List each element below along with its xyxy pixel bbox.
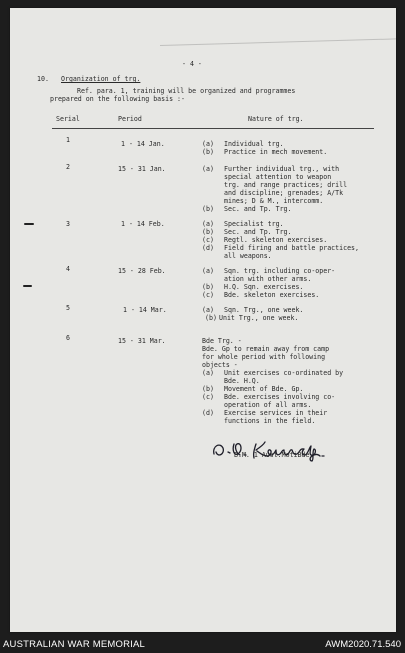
- paper-fold-line: [160, 38, 396, 46]
- row-serial: 6: [66, 334, 70, 342]
- item-tag: (b): [205, 314, 217, 322]
- signatory-title: B.M. 1 Aust.MotiBde.: [234, 451, 314, 459]
- item-tag: (a): [202, 267, 214, 275]
- item-text: H.Q. Sqn. exercises.: [224, 283, 304, 291]
- item-text: all weapons.: [224, 252, 272, 260]
- item-text: Further individual trg., with: [224, 165, 340, 173]
- row-intro: Bde Trg. -: [202, 337, 242, 345]
- row-period: 1 - 14 Mar.: [123, 306, 167, 314]
- item-text: Bde. H.Q.: [224, 377, 260, 385]
- column-header-nature: Nature of trg.: [248, 115, 304, 123]
- item-text: special attention to weapon: [224, 173, 332, 181]
- row-period: 1 - 14 Feb.: [121, 220, 165, 228]
- item-tag: (a): [202, 306, 214, 314]
- row-period: 15 - 31 Mar.: [118, 337, 166, 345]
- row-period: 15 - 28 Feb.: [118, 267, 166, 275]
- item-tag: (b): [202, 283, 214, 291]
- row-serial: 2: [66, 163, 70, 171]
- row-serial: 4: [66, 265, 70, 273]
- column-header-serial: Serial: [56, 115, 80, 123]
- item-text: Field firing and battle practices,: [224, 244, 359, 252]
- item-text: functions in the field.: [224, 417, 316, 425]
- footer-accession-number: AWM2020.71.540: [325, 639, 401, 650]
- row-serial: 1: [66, 136, 70, 144]
- item-tag: (d): [202, 244, 214, 252]
- page-number: - 4 -: [182, 60, 202, 68]
- row-intro: objects -: [202, 361, 238, 369]
- item-text: ation with other arms.: [224, 275, 312, 283]
- column-header-period: Period: [118, 115, 142, 123]
- item-text: Unit Trg., one week.: [219, 314, 299, 322]
- item-tag: (d): [202, 409, 214, 417]
- item-tag: (a): [202, 220, 214, 228]
- margin-mark: [24, 223, 34, 225]
- item-text: Sec. and Tp. Trg.: [224, 205, 292, 213]
- item-text: and discipline; grenades; A/Tk: [224, 189, 344, 197]
- item-text: Sqn. Trg., one week.: [224, 306, 304, 314]
- intro-line: prepared on the following basis :-: [50, 95, 185, 103]
- row-intro: for whole period with following: [202, 353, 326, 361]
- section-title: Organization of trg.: [61, 75, 141, 83]
- item-text: Movement of Bde. Gp.: [224, 385, 304, 393]
- item-text: Bde. skeleton exercises.: [224, 291, 320, 299]
- item-tag: (a): [202, 369, 214, 377]
- item-text: Practice in mech movement.: [224, 148, 328, 156]
- row-period: 1 - 14 Jan.: [121, 140, 165, 148]
- footer-institution: AUSTRALIAN WAR MEMORIAL: [3, 639, 146, 650]
- item-tag: (c): [202, 236, 214, 244]
- item-tag: (c): [202, 393, 214, 401]
- row-period: 15 - 31 Jan.: [118, 165, 166, 173]
- item-text: Sec. and Tp. Trg.: [224, 228, 292, 236]
- item-text: Exercise services in their: [224, 409, 328, 417]
- margin-mark: [23, 285, 32, 287]
- item-tag: (b): [202, 205, 214, 213]
- row-intro: Bde. Gp to remain away from camp: [202, 345, 330, 353]
- item-tag: (b): [202, 228, 214, 236]
- intro-line: Ref. para. 1, training will be organized and programmes: [77, 87, 296, 95]
- row-serial: 3: [66, 220, 70, 228]
- row-serial: 5: [66, 304, 70, 312]
- item-tag: (b): [202, 148, 214, 156]
- item-text: mines; D & M., intercomm.: [224, 197, 324, 205]
- item-tag: (b): [202, 385, 214, 393]
- item-text: Specialist trg.: [224, 220, 284, 228]
- item-text: operation of all arms.: [224, 401, 312, 409]
- archive-footer: [0, 636, 405, 653]
- item-tag: (a): [202, 140, 214, 148]
- item-text: Unit exercises co-ordinated by: [224, 369, 344, 377]
- item-text: trg. and range practices; drill: [224, 181, 348, 189]
- header-rule: [52, 128, 374, 129]
- item-tag: (c): [202, 291, 214, 299]
- item-text: Bde. exercises involving co-: [224, 393, 336, 401]
- section-number: 10.: [37, 75, 49, 83]
- item-text: Individual trg.: [224, 140, 284, 148]
- document-page: [10, 8, 396, 632]
- item-text: Sqn. trg. including co-oper-: [224, 267, 336, 275]
- item-tag: (a): [202, 165, 214, 173]
- item-text: Regtl. skeleton exercises.: [224, 236, 328, 244]
